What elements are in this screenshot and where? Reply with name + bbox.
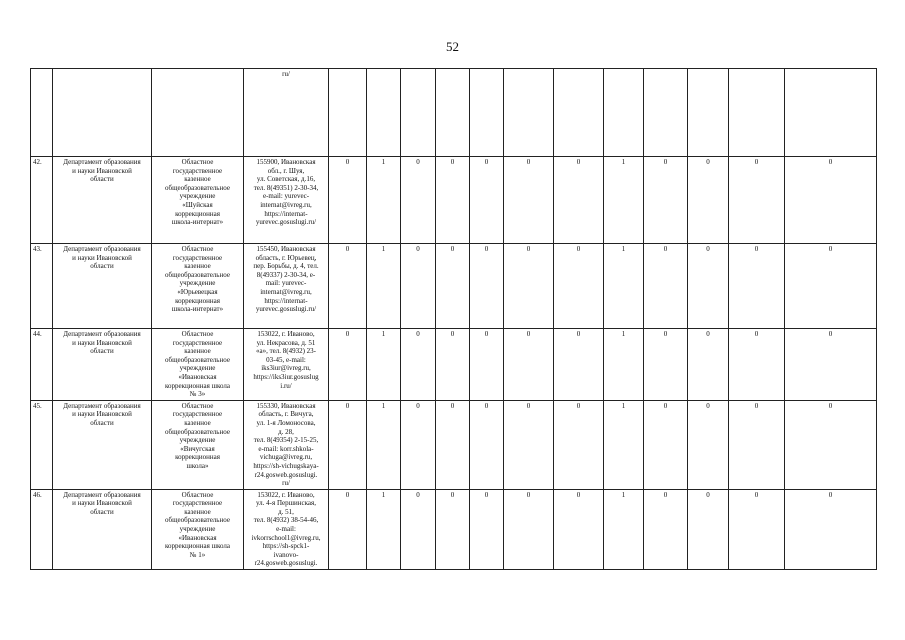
institution-line: № 1» <box>189 550 206 559</box>
cell-value: 0 <box>436 329 470 401</box>
cell-value <box>604 69 644 157</box>
institution-line: «Юрьевецкая <box>177 287 218 296</box>
cell-number: 42. <box>31 157 53 244</box>
institution-line: коррекционная школа <box>164 542 231 551</box>
address-line: 153022, г. Иваново, <box>257 490 315 499</box>
institution-line: Областное <box>181 490 214 499</box>
institution-line: Областное <box>181 330 214 338</box>
institution-line: № 3» <box>189 390 206 399</box>
address-line: 153022, г. Иваново, <box>257 330 315 338</box>
cell-number: 44. <box>31 329 53 401</box>
cell-value <box>401 69 436 157</box>
department-line: Департамент образования <box>63 245 141 253</box>
cell-address <box>244 489 329 569</box>
department-line: и науки Ивановской <box>72 338 132 347</box>
cell-department <box>53 157 152 244</box>
cell-value: 0 <box>329 400 367 489</box>
cell-value: 0 <box>785 400 877 489</box>
cell-value: 0 <box>436 489 470 569</box>
cell-value <box>436 69 470 157</box>
department-line: и науки Ивановской <box>72 410 132 419</box>
cell-number <box>31 69 53 157</box>
address-line: yurevec.gosuslugi.ru/ <box>255 305 317 314</box>
address-line: ru/ <box>282 479 290 488</box>
address-line: https://internat- <box>264 209 308 218</box>
address-line: область, г. Юрьевец, <box>255 253 317 262</box>
institution-line: школа» <box>186 461 209 470</box>
cell-value: 0 <box>470 400 504 489</box>
cell-value: 0 <box>729 400 785 489</box>
institution-line: школа-интернат» <box>171 305 224 314</box>
address-line: 155330, Ивановская <box>256 401 316 410</box>
address-line: д. 28, <box>278 427 294 436</box>
address-line: internat@ivreg.ru, <box>260 287 312 296</box>
cell-value: 0 <box>329 244 367 329</box>
institution-line: «Ивановская <box>178 372 217 381</box>
table-row <box>31 244 877 329</box>
address-line: https://iks3iur.gosuslug <box>253 372 319 381</box>
institution-line: казенное <box>184 507 211 516</box>
cell-value: 0 <box>504 329 554 401</box>
address-line: ул. 4-я Першинская, <box>255 499 316 508</box>
institution-line: «Шуйская <box>182 200 213 209</box>
department-line: Департамент образования <box>63 490 141 499</box>
department-line: и науки Ивановской <box>72 499 132 508</box>
address-line: «а», тел. 8(4932) 23- <box>255 347 316 356</box>
cell-value <box>688 69 729 157</box>
institution-line: Областное <box>181 245 214 253</box>
cell-address <box>244 329 329 401</box>
address-line: e-mail: yurevec- <box>262 192 310 201</box>
address-line: 155450, Ивановская <box>256 245 316 253</box>
cell-value: 0 <box>504 157 554 244</box>
address-line: 03-45, e-mail: <box>266 355 306 364</box>
cell-value: 0 <box>644 157 688 244</box>
cell-value: 0 <box>554 244 604 329</box>
cell-institution <box>152 157 244 244</box>
address-line: тел. 8(49351) 2-30-34, <box>253 183 319 192</box>
cell-value: 0 <box>436 400 470 489</box>
institution-line: общеобразовательное <box>165 270 230 279</box>
cell-value: 1 <box>604 157 644 244</box>
cell-value: 0 <box>554 157 604 244</box>
cell-address <box>244 157 329 244</box>
cell-value <box>329 69 367 157</box>
cell-value: 1 <box>604 489 644 569</box>
institution-line: учреждение <box>179 279 216 288</box>
cell-value: 0 <box>785 157 877 244</box>
cell-value: 0 <box>436 157 470 244</box>
cell-value: 1 <box>604 400 644 489</box>
cell-value: 0 <box>688 244 729 329</box>
table-row <box>31 400 877 489</box>
cell-institution <box>152 69 244 157</box>
department-line: Департамент образования <box>63 330 141 338</box>
address-line: 8(49337) 2-30-34, e- <box>256 270 316 279</box>
address-line: ул. Некрасова, д. 51 <box>256 338 316 347</box>
cell-value: 0 <box>688 157 729 244</box>
cell-value: 0 <box>401 489 436 569</box>
institution-line: коррекционная <box>175 209 220 218</box>
cell-value: 1 <box>367 400 401 489</box>
cell-value: 0 <box>329 157 367 244</box>
cell-value: 0 <box>785 329 877 401</box>
cell-value: 0 <box>470 244 504 329</box>
institution-line: учреждение <box>179 436 216 445</box>
institution-line: общеобразовательное <box>165 355 230 364</box>
cell-department <box>53 244 152 329</box>
cell-value: 1 <box>604 329 644 401</box>
institution-line: государственное <box>172 499 223 508</box>
cell-value: 0 <box>329 329 367 401</box>
cell-value: 0 <box>554 489 604 569</box>
cell-value: 0 <box>470 329 504 401</box>
institution-line: казенное <box>184 262 211 271</box>
cell-value: 0 <box>470 157 504 244</box>
address-line: 155900, Ивановская <box>256 158 316 166</box>
cell-value: 0 <box>554 400 604 489</box>
address-line: ул. Советская, д.16, <box>256 175 316 184</box>
address-line: r24.gosweb.gosuslugi. <box>254 470 318 479</box>
cell-value <box>644 69 688 157</box>
address-line: e-mail: korr.shkola- <box>258 444 314 453</box>
address-line: https://internat- <box>264 296 308 305</box>
address-line: д. 51, <box>278 507 294 516</box>
cell-value <box>729 69 785 157</box>
cell-value: 0 <box>729 244 785 329</box>
address-line: ru/ <box>282 70 290 78</box>
institution-line: коррекционная <box>175 296 220 305</box>
cell-value <box>785 69 877 157</box>
cell-address <box>244 69 329 157</box>
address-line: internat@ivreg.ru, <box>260 200 312 209</box>
cell-value: 0 <box>688 329 729 401</box>
institution-line: Областное <box>181 158 214 166</box>
address-line: r24.gosweb.gosuslugi. <box>254 559 318 568</box>
cell-institution <box>152 329 244 401</box>
address-line: область, г. Вичуга, <box>258 410 314 419</box>
institution-line: коррекционная школа <box>164 381 231 390</box>
address-line: i.ru/ <box>280 381 292 390</box>
cell-value: 0 <box>729 157 785 244</box>
cell-department <box>53 489 152 569</box>
cell-number: 43. <box>31 244 53 329</box>
cell-value: 1 <box>367 489 401 569</box>
cell-value: 1 <box>367 244 401 329</box>
address-line: e-mail: <box>276 525 296 534</box>
cell-institution <box>152 244 244 329</box>
cell-value <box>367 69 401 157</box>
department-line: Департамент образования <box>63 158 141 166</box>
page-number: 52 <box>446 39 459 54</box>
cell-value: 0 <box>329 489 367 569</box>
table-row <box>31 157 877 244</box>
address-line: пер. Борьбы, д. 4, тел. <box>253 262 319 271</box>
institution-line: общеобразовательное <box>165 183 230 192</box>
cell-value: 0 <box>688 489 729 569</box>
cell-value: 0 <box>644 244 688 329</box>
cell-address <box>244 400 329 489</box>
cell-address <box>244 244 329 329</box>
address-line: https://sh-vichugskaya- <box>253 461 319 470</box>
institution-line: общеобразовательное <box>165 516 230 525</box>
address-line: тел. 8(4932) 38-54-46, <box>253 516 319 525</box>
department-line: и науки Ивановской <box>72 166 132 175</box>
cell-value: 0 <box>644 489 688 569</box>
institution-line: государственное <box>172 410 223 419</box>
table-row <box>31 329 877 401</box>
address-line: yurevec.gosuslugi.ru/ <box>255 218 317 227</box>
cell-value: 0 <box>729 489 785 569</box>
address-line: https://sh-spck1- <box>262 542 310 551</box>
institution-line: казенное <box>184 418 211 427</box>
cell-value: 0 <box>504 400 554 489</box>
cell-department <box>53 400 152 489</box>
cell-value: 0 <box>401 244 436 329</box>
institution-line: казенное <box>184 175 211 184</box>
cell-value: 0 <box>401 329 436 401</box>
cell-value: 0 <box>504 489 554 569</box>
institution-line: общеобразовательное <box>165 427 230 436</box>
table-row-continuation <box>31 69 877 157</box>
department-line: Департамент образования <box>63 401 141 410</box>
institution-line: Областное <box>181 401 214 410</box>
department-line: и науки Ивановской <box>72 253 132 262</box>
institution-line: казенное <box>184 347 211 356</box>
address-line: ул. 1-я Ломоносова, <box>256 418 316 427</box>
cell-number: 46. <box>31 489 53 569</box>
institution-line: «Вичугская <box>180 444 215 453</box>
cell-value: 0 <box>470 489 504 569</box>
cell-number: 45. <box>31 400 53 489</box>
cell-value: 0 <box>785 489 877 569</box>
cell-value: 0 <box>401 157 436 244</box>
cell-value <box>554 69 604 157</box>
institution-line: государственное <box>172 338 223 347</box>
institution-line: учреждение <box>179 192 216 201</box>
address-line: vichuga@ivreg.ru, <box>259 453 313 462</box>
cell-institution <box>152 400 244 489</box>
cell-value <box>504 69 554 157</box>
registry-table <box>30 68 877 570</box>
address-line: mail: yurevec- <box>265 279 307 288</box>
address-line: обл., г. Шуя, <box>267 166 305 175</box>
cell-value: 1 <box>367 157 401 244</box>
cell-value: 1 <box>367 329 401 401</box>
cell-value: 0 <box>688 400 729 489</box>
institution-line: государственное <box>172 253 223 262</box>
cell-value: 0 <box>436 244 470 329</box>
cell-value <box>470 69 504 157</box>
cell-value: 1 <box>604 244 644 329</box>
cell-value: 0 <box>785 244 877 329</box>
cell-value: 0 <box>729 329 785 401</box>
cell-value: 0 <box>504 244 554 329</box>
cell-value: 0 <box>554 329 604 401</box>
cell-department <box>53 329 152 401</box>
cell-value: 0 <box>644 400 688 489</box>
table-row <box>31 489 877 569</box>
cell-value: 0 <box>401 400 436 489</box>
institution-line: учреждение <box>179 525 216 534</box>
department-line: области <box>90 262 114 271</box>
cell-department <box>53 69 152 157</box>
department-line: области <box>90 418 114 427</box>
cell-institution <box>152 489 244 569</box>
address-line: ivanovo- <box>273 550 299 559</box>
cell-value: 0 <box>644 329 688 401</box>
address-line: тел. 8(49354) 2-15-25, <box>253 436 319 445</box>
institution-line: школа-интернат» <box>171 218 224 227</box>
address-line: ivkorrschool1@ivreg.ru, <box>251 533 321 542</box>
address-line: iks3iur@ivreg.ru, <box>261 364 311 373</box>
institution-line: «Ивановская <box>178 533 217 542</box>
institution-line: коррекционная <box>175 453 220 462</box>
department-line: области <box>90 175 114 184</box>
institution-line: учреждение <box>179 364 216 373</box>
institution-line: государственное <box>172 166 223 175</box>
department-line: области <box>90 347 114 356</box>
department-line: области <box>90 507 114 516</box>
